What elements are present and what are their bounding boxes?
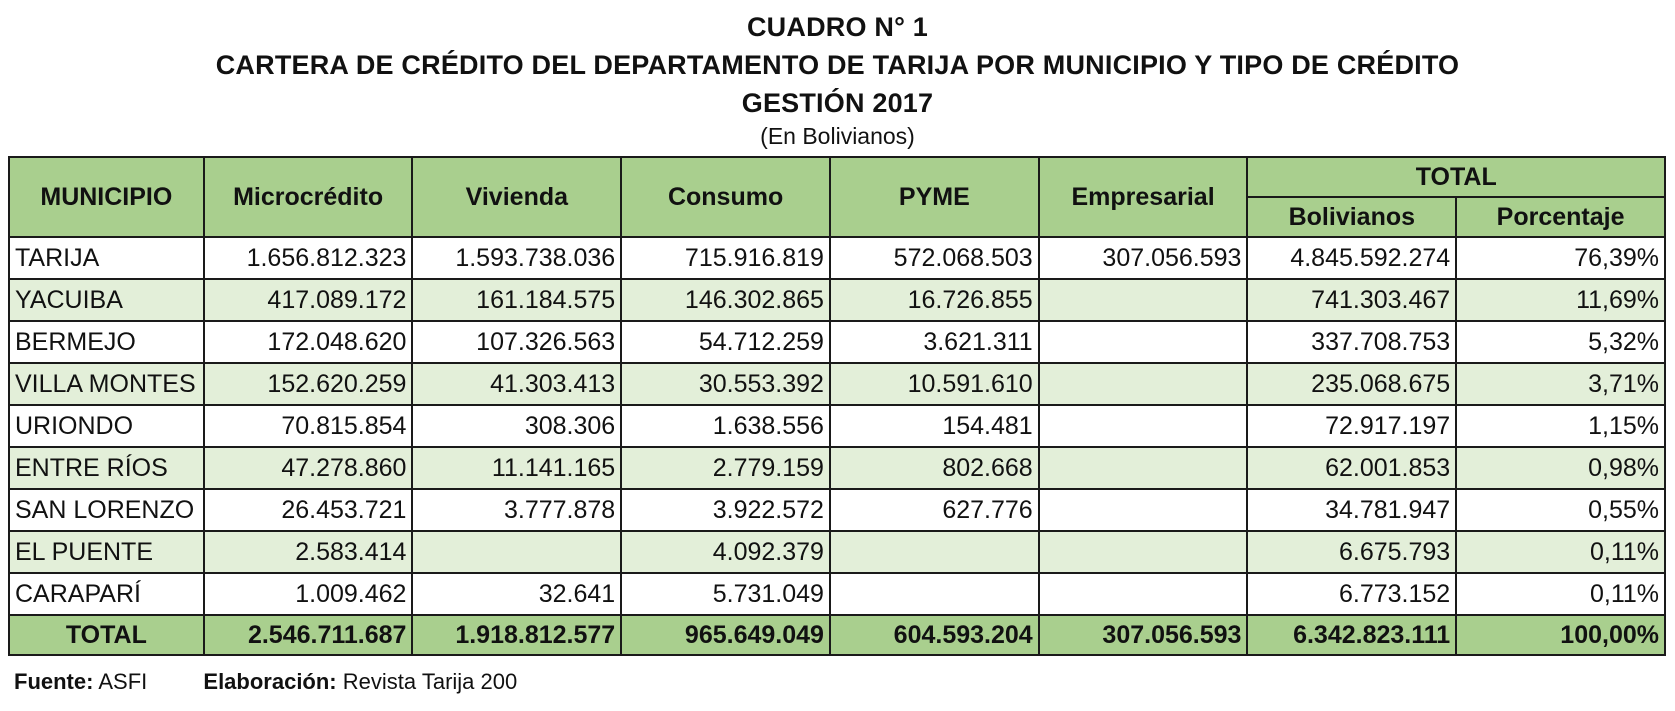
source-value: ASFI — [98, 669, 148, 694]
cell-empresarial — [1039, 279, 1248, 321]
credit-portfolio-table — [8, 156, 1666, 656]
cell-municipio: ENTRE RÍOS — [9, 447, 204, 489]
cell-consumo: 54.712.259 — [621, 321, 830, 363]
cell-microcredito: 152.620.259 — [204, 363, 413, 405]
cell-consumo: 4.092.379 — [621, 531, 830, 573]
cell-microcredito: 2.583.414 — [204, 531, 413, 573]
cell-total-bolivianos: 235.068.675 — [1247, 363, 1456, 405]
cell-municipio: CARAPARÍ — [9, 573, 204, 615]
total-empresarial: 307.056.593 — [1039, 615, 1248, 655]
cell-total-bolivianos: 6.773.152 — [1247, 573, 1456, 615]
total-vivienda: 1.918.812.577 — [412, 615, 621, 655]
header-bolivianos: Bolivianos — [1247, 197, 1456, 237]
total-total-bolivianos: 6.342.823.111 — [1247, 615, 1456, 655]
cell-empresarial — [1039, 363, 1248, 405]
cell-municipio: SAN LORENZO — [9, 489, 204, 531]
table-row — [9, 489, 1665, 531]
table-row — [9, 447, 1665, 489]
table-row — [9, 279, 1665, 321]
cell-pyme: 572.068.503 — [830, 237, 1039, 279]
source-note — [14, 668, 517, 696]
cell-porcentaje: 0,11% — [1456, 531, 1665, 573]
cell-pyme — [830, 531, 1039, 573]
cell-consumo: 715.916.819 — [621, 237, 830, 279]
cell-microcredito: 26.453.721 — [204, 489, 413, 531]
cell-porcentaje: 0,98% — [1456, 447, 1665, 489]
cell-porcentaje: 5,32% — [1456, 321, 1665, 363]
cell-empresarial — [1039, 405, 1248, 447]
cell-municipio: VILLA MONTES — [9, 363, 204, 405]
table-row — [9, 405, 1665, 447]
cell-microcredito: 70.815.854 — [204, 405, 413, 447]
cell-microcredito: 47.278.860 — [204, 447, 413, 489]
cell-pyme: 802.668 — [830, 447, 1039, 489]
table-total-row — [9, 615, 1665, 655]
table-row — [9, 237, 1665, 279]
cell-microcredito: 417.089.172 — [204, 279, 413, 321]
table-row — [9, 573, 1665, 615]
cell-vivienda: 41.303.413 — [412, 363, 621, 405]
table-body — [9, 237, 1665, 615]
cell-consumo: 5.731.049 — [621, 573, 830, 615]
cell-consumo: 30.553.392 — [621, 363, 830, 405]
header-porcentaje: Porcentaje — [1456, 197, 1665, 237]
cell-microcredito: 1.009.462 — [204, 573, 413, 615]
table-period: GESTIÓN 2017 — [741, 88, 934, 118]
cell-vivienda: 107.326.563 — [412, 321, 621, 363]
cell-empresarial — [1039, 447, 1248, 489]
cell-vivienda: 3.777.878 — [412, 489, 621, 531]
cell-total-bolivianos: 34.781.947 — [1247, 489, 1456, 531]
cell-total-bolivianos: 62.001.853 — [1247, 447, 1456, 489]
cell-pyme: 627.776 — [830, 489, 1039, 531]
table-number: CUADRO N° 1 — [746, 12, 928, 42]
cell-microcredito: 172.048.620 — [204, 321, 413, 363]
cell-vivienda — [412, 531, 621, 573]
total-microcredito: 2.546.711.687 — [204, 615, 413, 655]
elaboration-value: Revista Tarija 200 — [342, 669, 518, 694]
header-microcredito: Microcrédito — [204, 157, 413, 237]
cell-pyme: 10.591.610 — [830, 363, 1039, 405]
cell-vivienda: 308.306 — [412, 405, 621, 447]
cell-total-bolivianos: 72.917.197 — [1247, 405, 1456, 447]
header-pyme: PYME — [830, 157, 1039, 237]
header-consumo: Consumo — [621, 157, 830, 237]
cell-empresarial — [1039, 321, 1248, 363]
table-header — [9, 157, 1665, 237]
cell-vivienda: 161.184.575 — [412, 279, 621, 321]
cell-empresarial: 307.056.593 — [1039, 237, 1248, 279]
total-consumo: 965.649.049 — [621, 615, 830, 655]
cell-municipio: TARIJA — [9, 237, 204, 279]
elaboration-label: Elaboración: — [203, 669, 337, 694]
cell-vivienda: 11.141.165 — [412, 447, 621, 489]
cell-porcentaje: 0,11% — [1456, 573, 1665, 615]
cell-municipio: URIONDO — [9, 405, 204, 447]
table-caption — [0, 8, 1675, 150]
cell-consumo: 1.638.556 — [621, 405, 830, 447]
header-total: TOTAL — [1247, 157, 1665, 197]
cell-consumo: 2.779.159 — [621, 447, 830, 489]
header-empresarial: Empresarial — [1039, 157, 1248, 237]
cell-pyme: 3.621.311 — [830, 321, 1039, 363]
table-row — [9, 363, 1665, 405]
cell-vivienda: 32.641 — [412, 573, 621, 615]
cell-municipio: BERMEJO — [9, 321, 204, 363]
cell-porcentaje: 3,71% — [1456, 363, 1665, 405]
table-title: CARTERA DE CRÉDITO DEL DEPARTAMENTO DE TARIJA POR MUNICIPIO Y TIPO DE CRÉDITO — [215, 50, 1460, 80]
cell-total-bolivianos: 337.708.753 — [1247, 321, 1456, 363]
cell-empresarial — [1039, 573, 1248, 615]
cell-municipio: EL PUENTE — [9, 531, 204, 573]
table-units: (En Bolivianos) — [760, 123, 915, 149]
table-row — [9, 531, 1665, 573]
cell-pyme: 154.481 — [830, 405, 1039, 447]
cell-porcentaje: 11,69% — [1456, 279, 1665, 321]
cell-porcentaje: 1,15% — [1456, 405, 1665, 447]
header-municipio: MUNICIPIO — [9, 157, 204, 237]
table-row — [9, 321, 1665, 363]
cell-consumo: 3.922.572 — [621, 489, 830, 531]
cell-total-bolivianos: 4.845.592.274 — [1247, 237, 1456, 279]
total-row — [9, 615, 1665, 655]
cell-total-bolivianos: 6.675.793 — [1247, 531, 1456, 573]
source-label: Fuente: — [14, 669, 94, 694]
header-vivienda: Vivienda — [412, 157, 621, 237]
cell-empresarial — [1039, 531, 1248, 573]
cell-empresarial — [1039, 489, 1248, 531]
total-municipio: TOTAL — [9, 615, 204, 655]
cell-vivienda: 1.593.738.036 — [412, 237, 621, 279]
cell-consumo: 146.302.865 — [621, 279, 830, 321]
cell-municipio: YACUIBA — [9, 279, 204, 321]
cell-microcredito: 1.656.812.323 — [204, 237, 413, 279]
total-pyme: 604.593.204 — [830, 615, 1039, 655]
cell-total-bolivianos: 741.303.467 — [1247, 279, 1456, 321]
cell-porcentaje: 0,55% — [1456, 489, 1665, 531]
cell-pyme: 16.726.855 — [830, 279, 1039, 321]
cell-pyme — [830, 573, 1039, 615]
cell-porcentaje: 76,39% — [1456, 237, 1665, 279]
total-porcentaje: 100,00% — [1456, 615, 1665, 655]
